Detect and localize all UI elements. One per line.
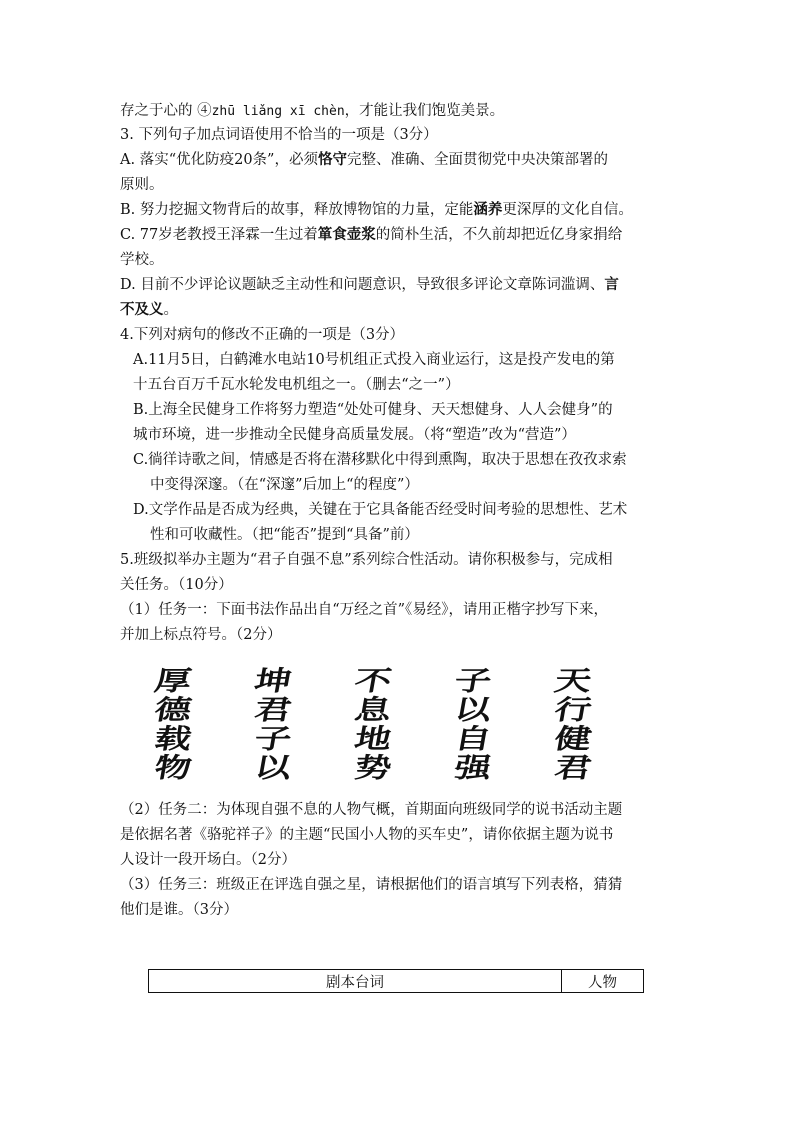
dotted-word: 言 [604, 276, 619, 293]
calligraphy-grid [125, 668, 625, 782]
calligraphy-char: 息 [352, 695, 394, 726]
option-4b-cont: 城市环境，进一步推动全民健身高质量发展。（将“塑造”改为“营造”） [133, 427, 576, 443]
text-segment: B. 努力挖掘文物背后的故事，释放博物馆的力量，定能 [120, 202, 474, 218]
calligraphy-char: 君 [252, 695, 294, 726]
calligraphy-char: 地 [352, 724, 394, 755]
text-line [120, 101, 504, 122]
calligraphy-char: 子 [252, 724, 294, 755]
option-3b [120, 200, 633, 220]
dotted-word: 不及义 [120, 301, 164, 318]
dotted-word: 箪食壶浆 [317, 226, 376, 243]
dotted-word: 涵养 [473, 201, 503, 218]
calligraphy-char: 厚 [152, 666, 194, 697]
task-2-cont2: 人设计一段开场白。（2分） [120, 852, 296, 868]
calligraphy-char: 坤 [252, 666, 294, 697]
task-3: （3）任务三：班级正在评选自强之星，请根据他们的语言填写下列表格，猜猜 [120, 877, 623, 893]
option-3d [120, 275, 619, 295]
option-4c-cont: 中变得深邃。（在“深邃”后加上“的程度”） [150, 477, 419, 493]
calligraphy-char: 以 [252, 753, 294, 784]
task-2: （2）任务二：为体现自强不息的人物气概，首期面向班级同学的说书活动主题 [120, 802, 623, 818]
pinyin-text: zhū liǎng xī chèn [211, 104, 345, 119]
option-3c [120, 225, 622, 245]
calligraphy-char: 载 [152, 724, 194, 755]
calligraphy-char: 行 [552, 695, 594, 726]
calligraphy-char: 君 [552, 753, 594, 784]
option-4b: B.上海全民健身工作将努力塑造“处处可健身、天天想健身、人人会健身”的 [133, 402, 613, 418]
option-3a-cont: 原则。 [120, 177, 164, 193]
calligraphy-char: 不 [352, 666, 394, 697]
table-header-lines: 剧本台词 [149, 970, 562, 993]
calligraphy-char: 自 [452, 724, 494, 755]
table-header-person: 人物 [562, 970, 644, 993]
text-segment: D. 目前不少评论议题缺乏主动性和问题意识，导致很多评论文章陈词滥调、 [120, 277, 605, 293]
option-4a-cont: 十五台百万千瓦水轮发电机组之一。（删去“之一”） [133, 377, 460, 393]
calligraphy-char: 子 [452, 666, 494, 697]
text-segment: ，才能让我们饱览美景。 [344, 103, 505, 119]
text-segment: 。 [163, 302, 178, 318]
option-3d-cont [120, 300, 178, 320]
text-segment: C. 77岁老教授王泽霖一生过着 [120, 227, 318, 243]
dotted-word: 恪守 [317, 151, 347, 168]
text-segment: 的简朴生活，不久前却把近亿身家捐给 [375, 227, 623, 243]
calligraphy-artwork [125, 668, 625, 786]
text-segment: A. 落实“优化防疫20条”，必须 [120, 152, 318, 168]
option-4c: C.徜徉诗歌之间，情感是否将在潜移默化中得到熏陶，取决于思想在孜孜求索 [133, 452, 627, 468]
task-1-cont: 并加上标点符号。（2分） [120, 627, 282, 643]
text-segment: 存之于心的 ④ [120, 103, 212, 119]
calligraphy-char: 以 [452, 695, 494, 726]
question-5-cont: 关任务。（10分） [120, 577, 233, 593]
answer-table [148, 969, 644, 993]
calligraphy-char: 德 [152, 695, 194, 726]
text-segment: 更深厚的文化自信。 [502, 202, 633, 218]
calligraphy-char: 势 [352, 753, 394, 784]
calligraphy-char: 天 [552, 666, 594, 697]
table-header-row [149, 970, 644, 993]
task-2-cont: 是依据名著《骆驼祥子》的主题“民国小人物的买车史”，请你依据主题为说书 [120, 827, 614, 843]
option-3a [120, 150, 608, 170]
calligraphy-char: 强 [452, 753, 494, 784]
task-1: （1）任务一：下面书法作品出自“万经之首”《易经》，请用正楷字抄写下来， [120, 602, 609, 618]
question-5-title: 5.班级拟举办主题为“君子自强不息”系列综合性活动。请你积极参与，完成相 [120, 552, 613, 568]
option-4a: A.11月5日，白鹤滩水电站10号机组正式投入商业运行，这是投产发电的第 [133, 352, 615, 368]
question-3-title: 3. 下列句子加点词语使用不恰当的一项是（3分） [120, 127, 438, 143]
task-3-cont: 他们是谁。（3分） [120, 902, 238, 918]
calligraphy-char: 健 [552, 724, 594, 755]
text-segment: 完整、准确、全面贯彻党中央决策部署的 [346, 152, 608, 168]
question-4-title: 4.下列对病句的修改不正确的一项是（3分） [120, 327, 405, 343]
option-4d: D.文学作品是否成为经典，关键在于它具备能否经受时间考验的思想性、艺术 [133, 502, 628, 518]
option-4d-cont: 性和可收藏性。（把“能否”提到“具备”前） [150, 527, 419, 543]
option-3c-cont: 学校。 [120, 252, 164, 268]
calligraphy-char: 物 [152, 753, 194, 784]
